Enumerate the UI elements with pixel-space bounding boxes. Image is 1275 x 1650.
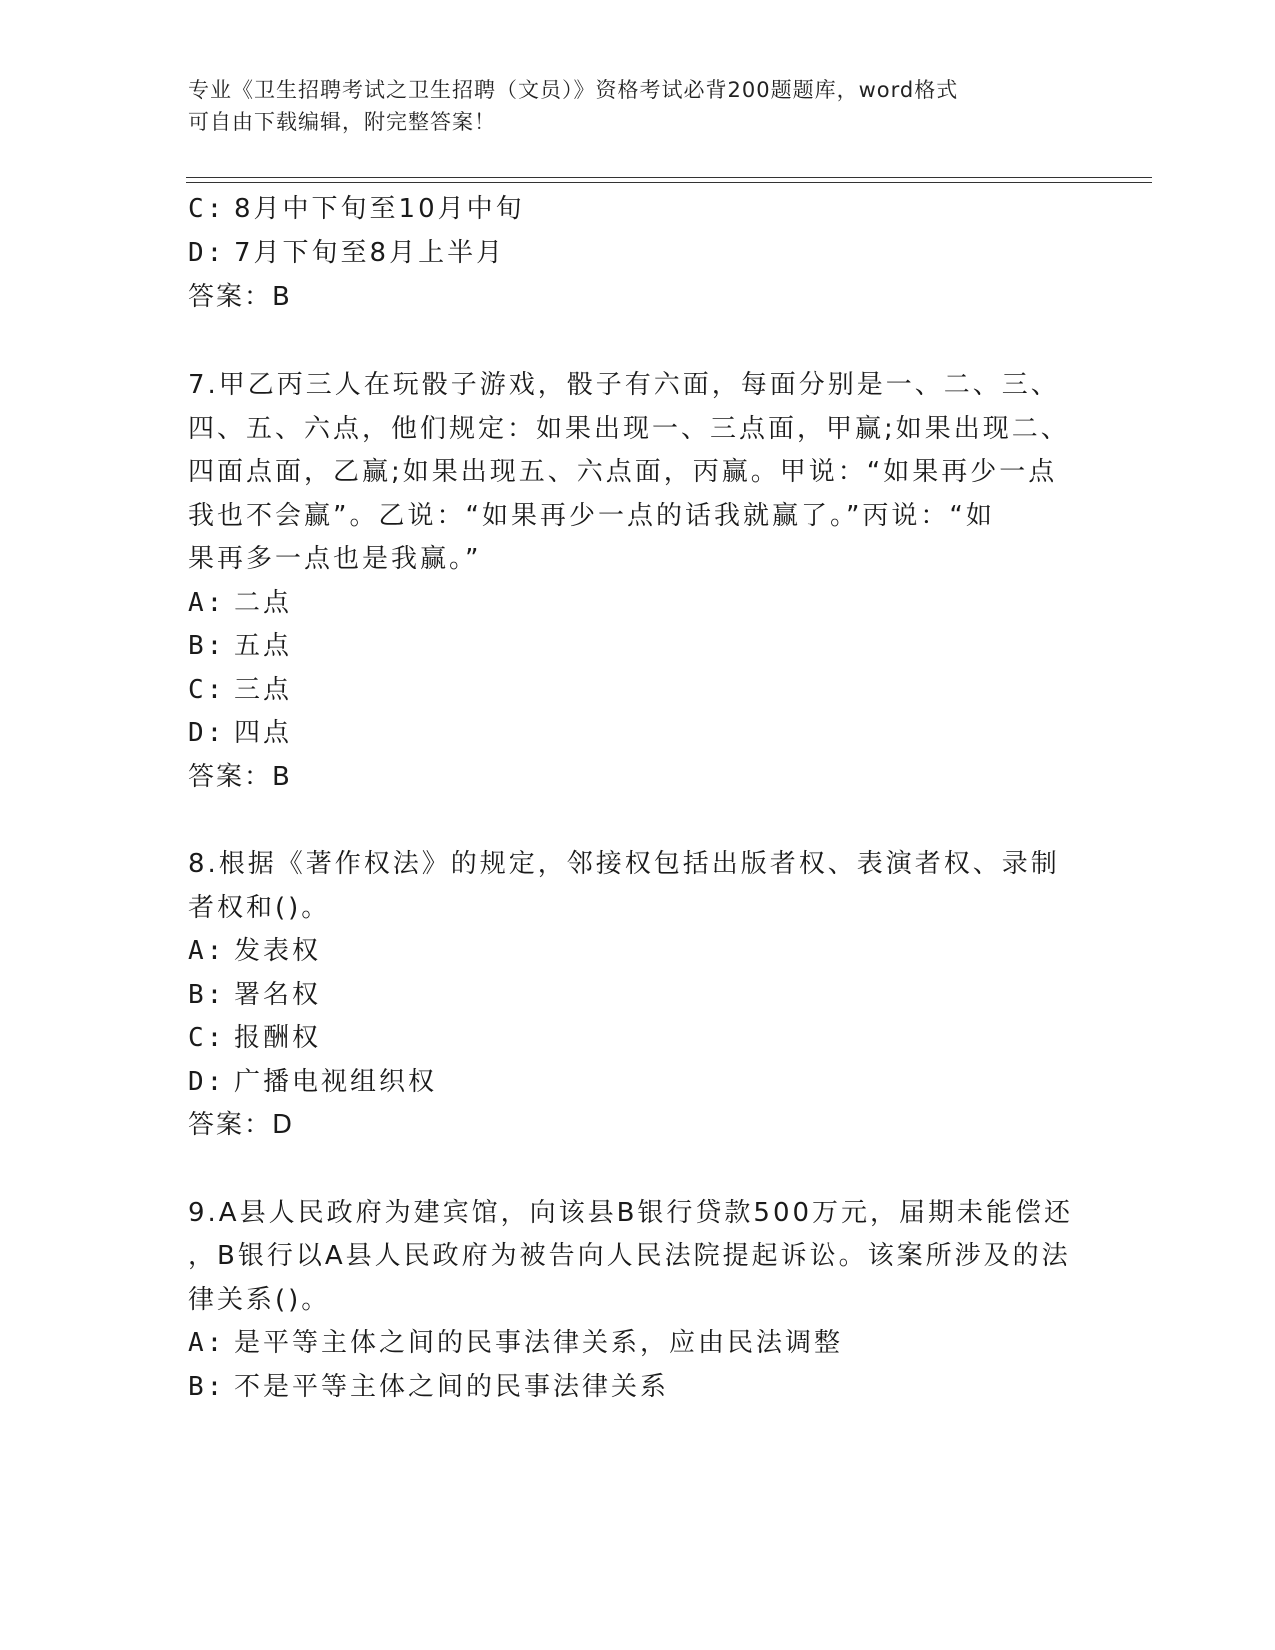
question-line: 8.根据《著作权法》的规定，邻接权包括出版者权、表演者权、录制: [188, 849, 1060, 879]
option-text: 不是平等主体之间的民事法律关系: [234, 1372, 670, 1402]
option-key: A:: [188, 588, 226, 618]
option-b: [188, 979, 321, 1011]
option-a: [188, 587, 292, 619]
question-line: 果再多一点也是我赢。”: [188, 544, 482, 574]
option-key: C:: [188, 675, 226, 705]
option-text: 报酬权: [234, 1023, 322, 1053]
header-line-2: 可自由下载编辑，附完整答案！: [188, 110, 496, 134]
option-key: D:: [188, 238, 226, 268]
option-d: [188, 717, 292, 749]
header-divider-double: [186, 182, 1152, 183]
answer-line: 答案：B: [188, 762, 292, 792]
option-key: B:: [188, 1372, 226, 1402]
question-line: 四面点面，乙赢;如果出现五、六点面，丙赢。甲说：“如果再少一点: [188, 457, 1058, 487]
option-b: [188, 630, 292, 662]
option-a: [188, 1327, 843, 1359]
question-line: 7.甲乙丙三人在玩骰子游戏，骰子有六面，每面分别是一、二、三、: [188, 370, 1060, 400]
option-text: 7月下旬至8月上半月: [234, 238, 506, 268]
question-line: 9.A县人民政府为建宾馆，向该县B银行贷款500万元，届期未能偿还: [188, 1198, 1074, 1228]
option-d: [188, 1066, 437, 1098]
question-line: ，B银行以A县人民政府为被告向人民法院提起诉讼。该案所涉及的法: [188, 1241, 1071, 1271]
question-line: 律关系()。: [188, 1285, 331, 1315]
question-line: 我也不会赢”。乙说：“如果再少一点的话我就赢了。”丙说：“如: [188, 501, 995, 531]
option-key: B:: [188, 631, 226, 661]
option-key: D:: [188, 1067, 226, 1097]
question-line: 者权和()。: [188, 893, 331, 923]
answer-line: 答案：B: [188, 282, 292, 312]
option-c: [188, 193, 525, 225]
option-text: 是平等主体之间的民事法律关系，应由民法调整: [234, 1328, 844, 1358]
option-key: A:: [188, 936, 226, 966]
option-c: [188, 1022, 321, 1054]
option-text: 广播电视组织权: [234, 1067, 438, 1097]
header-divider: [186, 177, 1152, 178]
option-text: 五点: [234, 631, 293, 661]
option-c: [188, 674, 292, 706]
option-b: [188, 1371, 669, 1403]
option-d: [188, 237, 505, 269]
option-key: C:: [188, 194, 226, 224]
question-line: 四、五、六点，他们规定：如果出现一、三点面，甲赢;如果出现二、: [188, 414, 1070, 444]
option-key: C:: [188, 1023, 226, 1053]
header-line-1: 专业《卫生招聘考试之卫生招聘（文员）》资格考试必背200题题库，word格式: [188, 78, 959, 102]
option-key: D:: [188, 718, 226, 748]
option-text: 四点: [234, 718, 293, 748]
option-text: 8月中下旬至10月中旬: [234, 194, 525, 224]
option-key: B:: [188, 980, 226, 1010]
option-text: 署名权: [234, 980, 322, 1010]
answer-line: 答案：D: [188, 1110, 295, 1140]
document-header: [188, 74, 1068, 138]
option-text: 三点: [234, 675, 293, 705]
option-key: A:: [188, 1328, 226, 1358]
option-text: 二点: [234, 588, 293, 618]
option-text: 发表权: [234, 936, 322, 966]
option-a: [188, 935, 321, 967]
